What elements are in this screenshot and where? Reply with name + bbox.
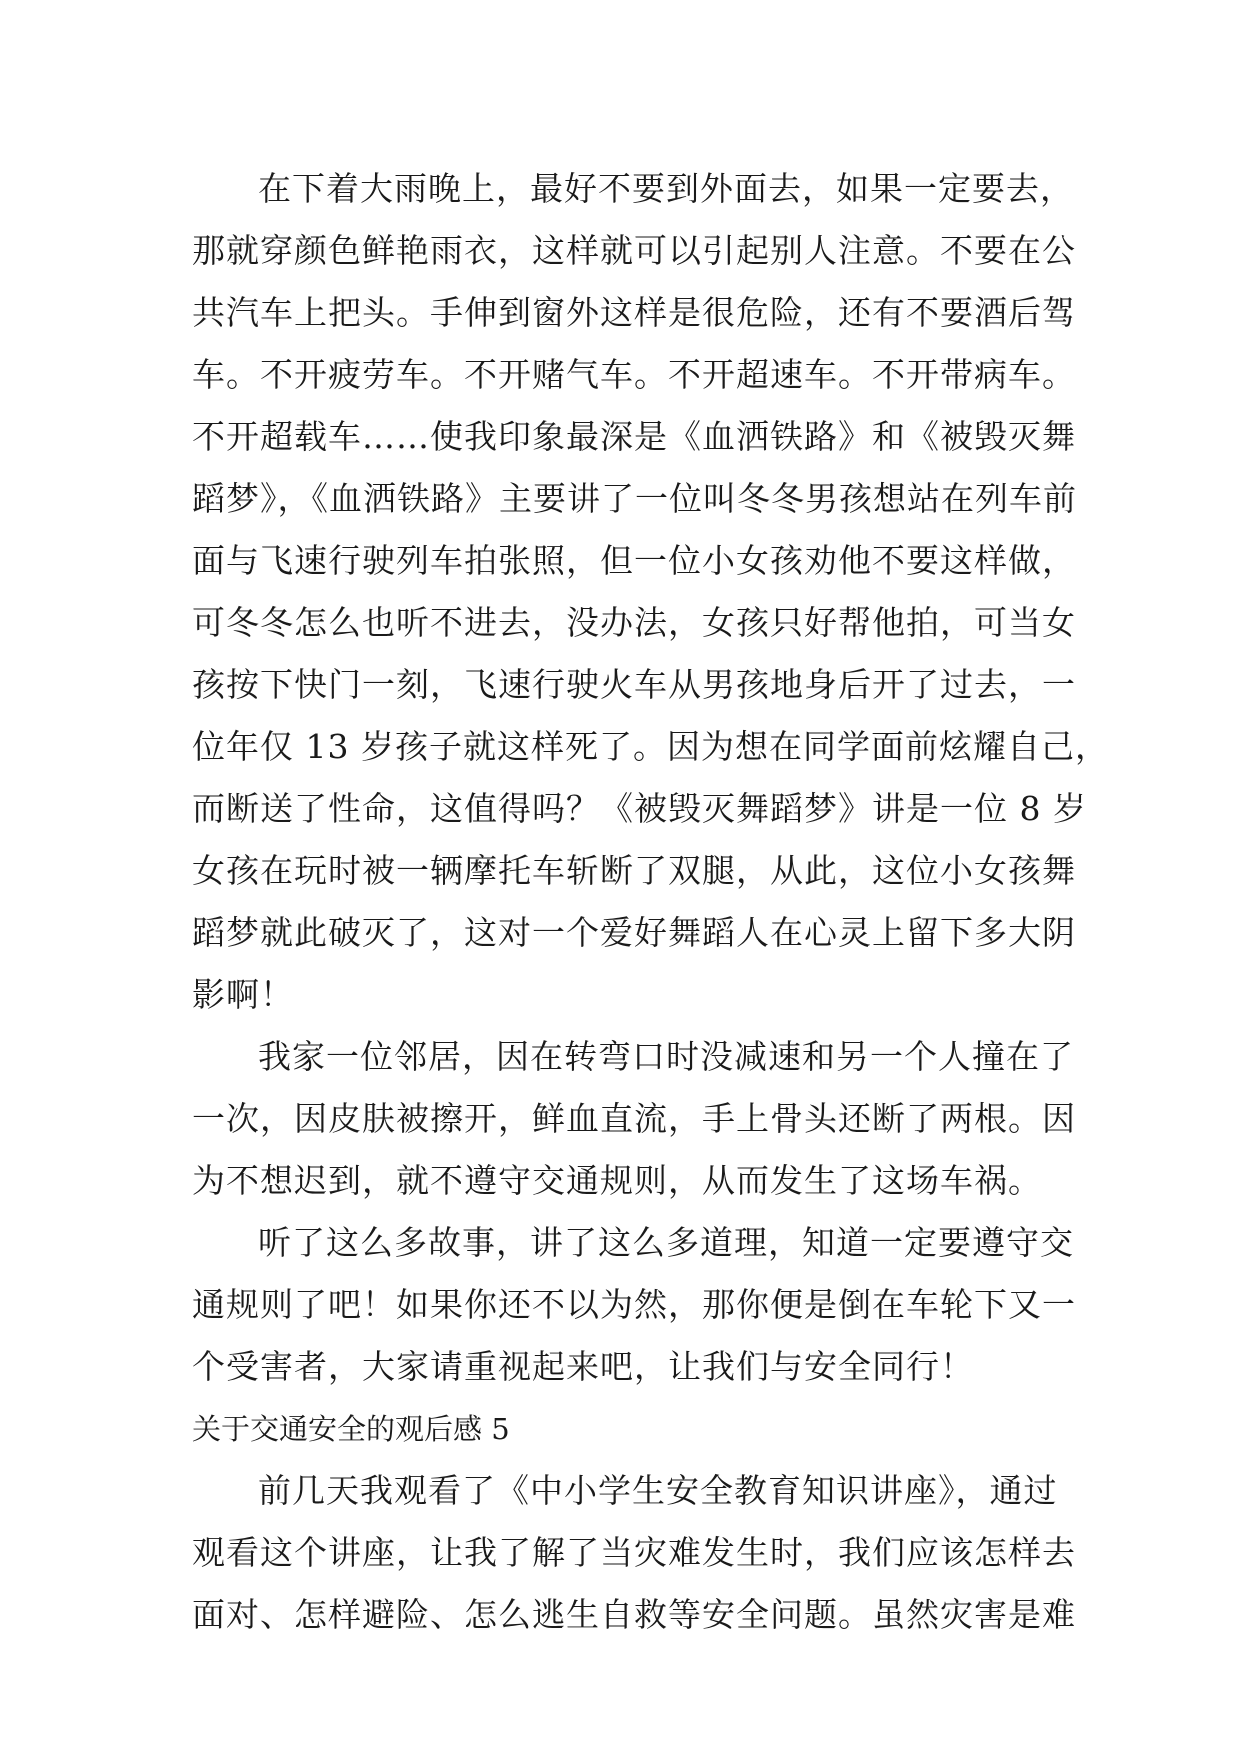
paragraph-4-line-2: 观看这个讲座，让我了解了当灾难发生时，我们应该怎样去	[192, 1533, 1076, 1572]
paragraph-1-line-10: 位年仅 13 岁孩子就这样死了。因为想在同学面前炫耀自己，	[192, 727, 1109, 766]
paragraph-3-line-1: 听了这么多故事，讲了这么多道理，知道一定要遵守交	[258, 1223, 1074, 1262]
paragraph-1-line-11: 而断送了性命，这值得吗？《被毁灭舞蹈梦》讲是一位 8 岁	[192, 789, 1087, 828]
paragraph-2-line-1: 我家一位邻居，因在转弯口时没减速和另一个人撞在了	[258, 1037, 1074, 1076]
paragraph-1-line-8: 可冬冬怎么也听不进去，没办法，女孩只好帮他拍，可当女	[192, 603, 1076, 642]
paragraph-2-line-3: 为不想迟到，就不遵守交通规则，从而发生了这场车祸。	[192, 1161, 1042, 1200]
paragraph-1-line-3: 共汽车上把头。手伸到窗外这样是很危险，还有不要酒后驾	[192, 293, 1076, 332]
paragraph-1-line-2: 那就穿颜色鲜艳雨衣，这样就可以引起别人注意。不要在公	[192, 231, 1076, 270]
paragraph-1-line-13: 蹈梦就此破灭了，这对一个爱好舞蹈人在心灵上留下多大阴	[192, 913, 1076, 952]
paragraph-1-line-6: 蹈梦》，《血洒铁路》主要讲了一位叫冬冬男孩想站在列车前	[192, 479, 1077, 518]
paragraph-1-line-9: 孩按下快门一刻，飞速行驶火车从男孩地身后开了过去，一	[192, 665, 1076, 704]
document-body	[192, 158, 1109, 1646]
paragraph-3-line-2: 通规则了吧！如果你还不以为然，那你便是倒在车轮下又一	[192, 1285, 1076, 1324]
paragraph-4-line-1: 前几天我观看了《中小学生安全教育知识讲座》，通过	[258, 1471, 1058, 1510]
paragraph-1-line-7: 面与飞速行驶列车拍张照，但一位小女孩劝他不要这样做，	[192, 541, 1076, 580]
paragraph-1-line-14: 影啊！	[192, 975, 294, 1014]
section-heading: 关于交通安全的观后感 5	[192, 1412, 510, 1446]
paragraph-2-line-2: 一次，因皮肤被擦开，鲜血直流，手上骨头还断了两根。因	[192, 1099, 1076, 1138]
paragraph-4-line-3: 面对、怎样避险、怎么逃生自救等安全问题。虽然灾害是难	[192, 1595, 1076, 1634]
paragraph-1-line-12: 女孩在玩时被一辆摩托车斩断了双腿，从此，这位小女孩舞	[192, 851, 1076, 890]
paragraph-3-line-3: 个受害者，大家请重视起来吧，让我们与安全同行！	[192, 1347, 974, 1386]
paragraph-1-line-4: 车。不开疲劳车。不开赌气车。不开超速车。不开带病车。	[192, 355, 1076, 394]
paragraph-1-line-5: 不开超载车……使我印象最深是《血洒铁路》和《被毁灭舞	[192, 417, 1076, 456]
paragraph-1-line-1: 在下着大雨晚上，最好不要到外面去，如果一定要去，	[258, 169, 1074, 208]
